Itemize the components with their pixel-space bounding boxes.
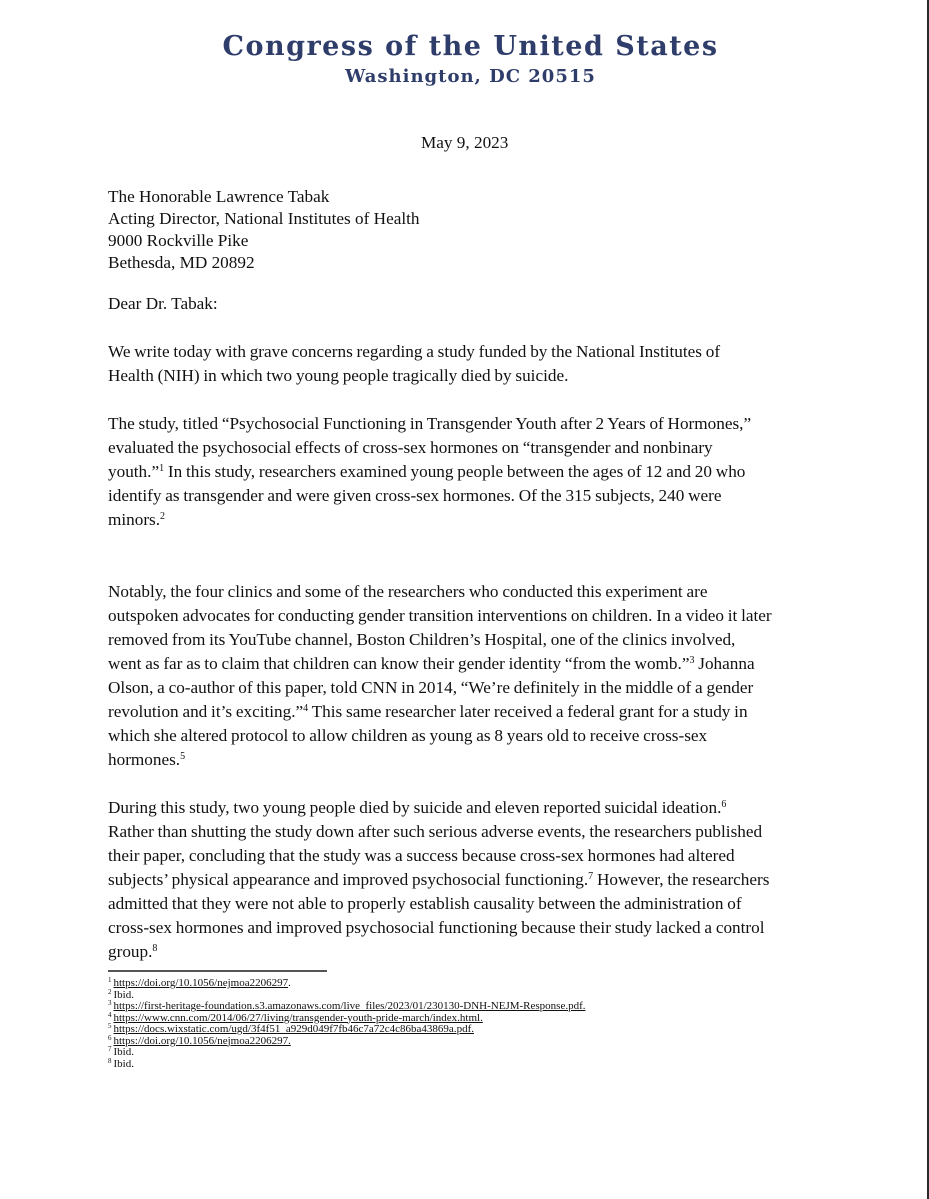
footnote-separator	[108, 970, 327, 972]
paragraph-2	[108, 412, 820, 532]
footnote-reference[interactable]: 7	[588, 871, 594, 882]
footnote-text: Ibid.	[113, 988, 134, 1001]
footnote-link[interactable]: https://first-heritage-foundation.s3.amazonaws.com/live_files/2023/01/230130-DNH-NEJM-Response.pdf.	[113, 1000, 586, 1012]
footnote-trailing: .	[288, 977, 291, 989]
footnote-reference[interactable]: 5	[180, 751, 186, 762]
letterhead-subtitle: Washington, DC 20515	[345, 66, 596, 87]
text-line: The study, titled “Psychosocial Functioning in Transgender Youth after 2 Years of Hormones,”	[108, 414, 752, 433]
paragraph-4	[108, 796, 820, 964]
text-line: We write today with grave concerns regarding a study funded by the National Institutes of	[108, 342, 721, 361]
footnote-link[interactable]: https://docs.wixstatic.com/ugd/3f4f51_a929d049f7fb46c7a72c4c86ba43869a.pdf.	[113, 1023, 474, 1035]
salutation: Dear Dr. Tabak:	[108, 294, 218, 313]
footnote-number: 2	[108, 987, 112, 996]
paragraph-1	[108, 340, 820, 388]
footnote-number: 1	[108, 976, 112, 984]
footnote-reference[interactable]: 3	[689, 655, 695, 666]
text-segment: group.	[108, 942, 153, 961]
text-segment: hormones.	[108, 750, 181, 769]
text-line: evaluated the psychosocial effects of cross-sex hormones on “transgender and nonbinary	[108, 438, 713, 457]
footnote-number: 5	[108, 1022, 112, 1030]
footnote-text: Ibid.	[113, 1057, 134, 1070]
text-line	[108, 868, 820, 892]
text-segment: went as far as to claim that children can know their gender identity “from the womb.”	[108, 654, 690, 673]
text-line: Olson, a co-author of this paper, told CNN in 2014, “We’re definitely in the middle of a gender	[108, 678, 754, 697]
text-segment: subjects’ physical appearance and improved psychosocial functioning.	[108, 870, 589, 889]
recipient-title: Acting Director, National Institutes of Health	[108, 209, 420, 228]
text-line: cross-sex hormones and improved psychosocial functioning because their study lacked a control	[108, 918, 765, 937]
footnote-text: Ibid.	[113, 1046, 134, 1058]
letterhead-title: Congress of the United States	[222, 31, 719, 62]
footnote-item	[108, 1056, 586, 1071]
text-line: outspoken advocates for conducting gender transition interventions on children. In a video it later	[108, 606, 772, 625]
text-line	[108, 652, 820, 676]
footnote-item	[108, 1033, 586, 1048]
letter-date: May 9, 2023	[421, 133, 509, 152]
text-line: admitted that they were not able to properly establish causality between the administration of	[108, 894, 742, 913]
recipient-name: The Honorable Lawrence Tabak	[108, 187, 330, 206]
text-line	[108, 940, 820, 964]
recipient-city: Bethesda, MD 20892	[108, 253, 255, 272]
text-segment: In this study, researchers examined young people between the ages of 12 and 20 who	[164, 462, 746, 481]
text-line	[108, 748, 820, 772]
text-segment: youth.”	[108, 462, 160, 481]
text-line	[108, 796, 820, 820]
text-line	[108, 508, 820, 532]
text-segment: minors.	[108, 510, 161, 529]
text-line: removed from its YouTube channel, Boston Children’s Hospital, one of the clinics involved,	[108, 630, 736, 649]
letterhead	[0, 30, 929, 90]
text-line: Notably, the four clinics and some of the researchers who conducted this experiment are	[108, 582, 708, 601]
footnote-number: 6	[108, 1033, 112, 1042]
text-line	[108, 460, 820, 484]
footnote-reference[interactable]: 1	[159, 463, 165, 474]
recipient-street: 9000 Rockville Pike	[108, 231, 249, 250]
paragraph-3	[108, 580, 820, 772]
text-line: Health (NIH) in which two young people tragically died by suicide.	[108, 366, 569, 385]
text-line: their paper, concluding that the study was a success because cross-sex hormones had altered	[108, 846, 735, 865]
text-segment: During this study, two young people died by suicide and eleven reported suicidal ideation.	[108, 798, 722, 817]
footnote-item	[108, 1047, 586, 1059]
footnote-reference[interactable]: 2	[160, 511, 166, 522]
recipient-address	[108, 186, 419, 274]
text-segment: This same researcher later received a federal grant for a study in	[308, 702, 748, 721]
footnote-link[interactable]: https://www.cnn.com/2014/06/27/living/transgender-youth-pride-march/index.html.	[113, 1011, 483, 1024]
text-line: Rather than shutting the study down after such serious adverse events, the researchers published	[108, 822, 763, 841]
footnote-number: 3	[108, 999, 112, 1007]
footnotes	[108, 978, 586, 1070]
footnote-number: 8	[108, 1056, 112, 1065]
footnote-item	[108, 978, 586, 990]
text-segment: Johanna	[694, 654, 755, 673]
text-line: which she altered protocol to allow children as young as 8 years old to receive cross-sex	[108, 726, 708, 745]
footnote-link[interactable]: https://doi.org/10.1056/nejmoa2206297	[113, 977, 289, 989]
footnote-reference[interactable]: 4	[303, 703, 309, 714]
text-line	[108, 700, 820, 724]
text-segment: However, the researchers	[593, 870, 770, 889]
text-segment: revolution and it’s exciting.”	[108, 702, 304, 721]
footnote-link[interactable]: https://doi.org/10.1056/nejmoa2206297.	[113, 1034, 291, 1047]
footnote-number: 4	[108, 1010, 112, 1019]
footnote-reference[interactable]: 6	[721, 799, 727, 810]
footnote-reference[interactable]: 8	[152, 943, 158, 954]
footnote-number: 7	[108, 1045, 112, 1053]
text-line: identify as transgender and were given cross-sex hormones. Of the 315 subjects, 240 were	[108, 486, 722, 505]
